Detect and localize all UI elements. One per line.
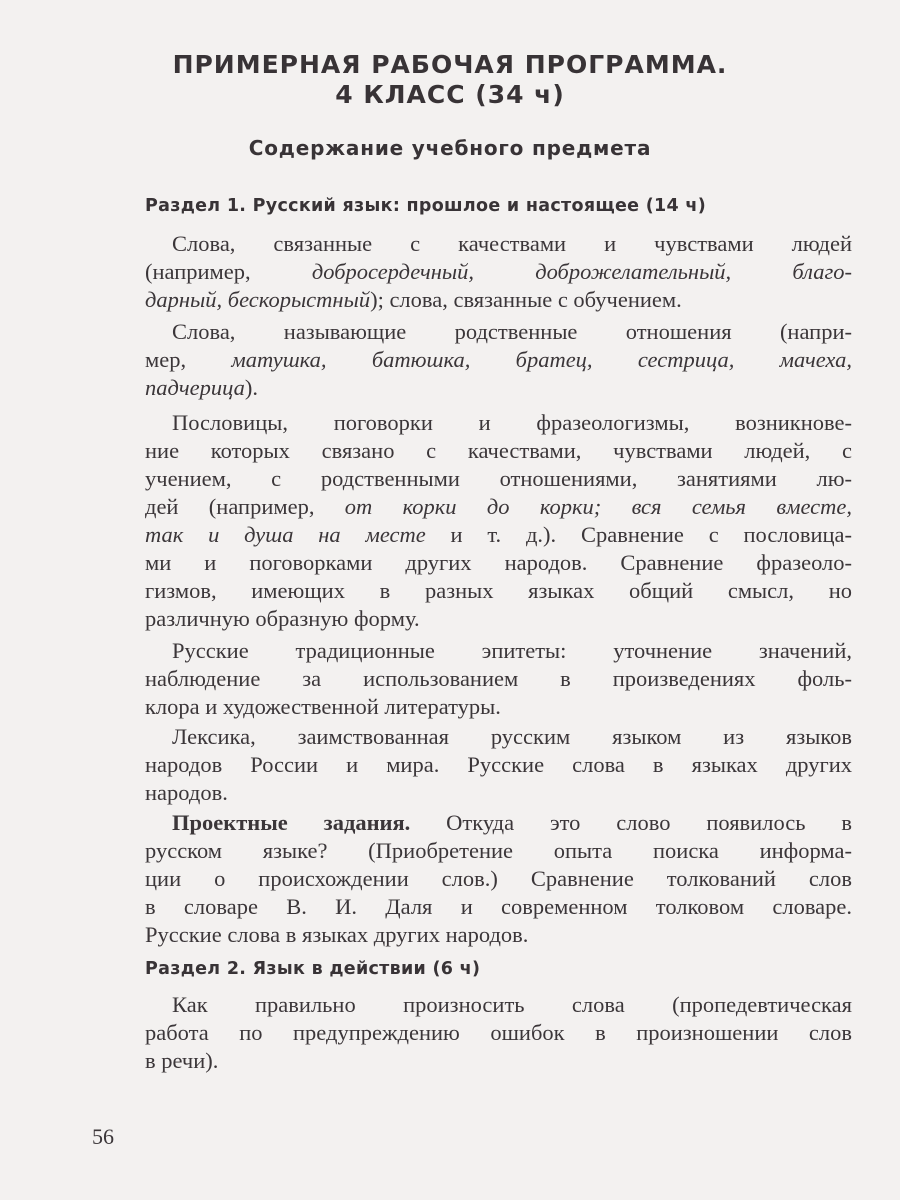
- text-line: [145, 779, 852, 807]
- italic-example: матушка, батюшка, братец, сестрица, мачеха,: [231, 347, 852, 372]
- text-segment: русском языке? (Приобретение опыта поиска информа-: [145, 838, 852, 863]
- paragraph: [145, 723, 852, 807]
- page-number: 56: [92, 1124, 114, 1149]
- text-segment: ми и поговорками других народов. Сравнение фразеоло-: [145, 550, 852, 575]
- text-line: [145, 493, 852, 521]
- text-line: [145, 921, 852, 949]
- text-segment: ).: [244, 375, 259, 400]
- text-segment: ции о происхождении слов.) Сравнение толкований слов: [145, 866, 852, 891]
- text-line: [145, 258, 852, 286]
- text-segment: клора и художественной литературы.: [145, 694, 501, 719]
- italic-example: падчерица: [145, 375, 245, 400]
- text-line: [145, 837, 852, 865]
- text-segment: Как правильно произносить слова (пропедевтическая: [172, 992, 852, 1017]
- text-segment: народов России и мира. Русские слова в языках других: [145, 752, 852, 777]
- text-line: [145, 991, 852, 1019]
- text-line: [145, 809, 852, 837]
- text-segment: Русские традиционные эпитеты: уточнение значений,: [172, 638, 852, 663]
- section-2-heading: Раздел 2. Язык в действии (6 ч): [145, 959, 481, 979]
- text-segment: в речи).: [145, 1048, 219, 1073]
- text-segment: Откуда это слово появилось в: [410, 810, 852, 835]
- text-line: [145, 465, 852, 493]
- subtitle: Содержание учебного предмета: [248, 136, 652, 160]
- text-segment: Слова, называющие родственные отношения (напри-: [172, 319, 852, 344]
- text-segment: и т. д.). Сравнение с пословица-: [425, 522, 852, 547]
- bold-label: Проектные задания.: [172, 810, 411, 835]
- text-line: [145, 346, 852, 374]
- paragraph: [145, 409, 852, 633]
- text-segment: Пословицы, поговорки и фразеологизмы, возникнове-: [172, 410, 852, 435]
- text-line: [145, 374, 852, 402]
- text-line: [145, 751, 852, 779]
- paragraph: [145, 991, 852, 1075]
- text-segment: Слова, связанные с качествами и чувствами людей: [172, 231, 852, 256]
- text-line: [145, 605, 852, 633]
- text-line: [145, 318, 852, 346]
- text-line: [145, 549, 852, 577]
- text-segment: в словаре В. И. Даля и современном толковом словаре.: [145, 894, 852, 919]
- italic-example: дарный, бескорыстный: [145, 287, 371, 312]
- text-line: [145, 437, 852, 465]
- text-segment: гизмов, имеющих в разных языках общий смысл, но: [145, 578, 852, 603]
- text-line: [145, 521, 852, 549]
- italic-example: от корки до корки; вся семья вместе,: [344, 494, 852, 519]
- text-line: [145, 637, 852, 665]
- text-segment: наблюдение за использованием в произведениях фоль-: [145, 666, 852, 691]
- section-1-heading: Раздел 1. Русский язык: прошлое и настоящее (14 ч): [145, 196, 706, 216]
- italic-example: так и душа на месте: [145, 522, 426, 547]
- text-line: [145, 1047, 852, 1075]
- text-line: [145, 230, 852, 258]
- text-segment: (например,: [145, 259, 312, 284]
- text-segment: Русские слова в языках других народов.: [145, 922, 529, 947]
- text-segment: различную образную форму.: [145, 606, 420, 631]
- text-segment: мер,: [145, 347, 232, 372]
- paragraph: [145, 318, 852, 402]
- text-line: [145, 1019, 852, 1047]
- text-segment: ние которых связано с качествами, чувствами людей, с: [145, 438, 852, 463]
- text-line: [145, 693, 852, 721]
- text-line: [145, 665, 852, 693]
- paragraph: [145, 637, 852, 721]
- text-segment: народов.: [145, 780, 228, 805]
- text-line: [145, 577, 852, 605]
- text-line: [145, 723, 852, 751]
- text-line: [145, 865, 852, 893]
- text-segment: дей (например,: [145, 494, 345, 519]
- text-segment: работа по предупреждению ошибок в произношении слов: [145, 1020, 852, 1045]
- italic-example: добросердечный, доброжелательный, благо-: [311, 259, 852, 284]
- paragraph: [145, 230, 852, 314]
- text-line: [145, 286, 852, 314]
- paragraph: [145, 809, 852, 949]
- text-line: [145, 893, 852, 921]
- page-title-line-2: 4 КЛАСС (34 ч): [335, 80, 565, 109]
- text-line: [145, 409, 852, 437]
- page-title-line-1: ПРИМЕРНАЯ РАБОЧАЯ ПРОГРАММА.: [172, 50, 728, 79]
- text-segment: ); слова, связанные с обучением.: [370, 287, 682, 312]
- text-segment: учением, с родственными отношениями, занятиями лю-: [145, 466, 852, 491]
- text-segment: Лексика, заимствованная русским языком из языков: [172, 724, 852, 749]
